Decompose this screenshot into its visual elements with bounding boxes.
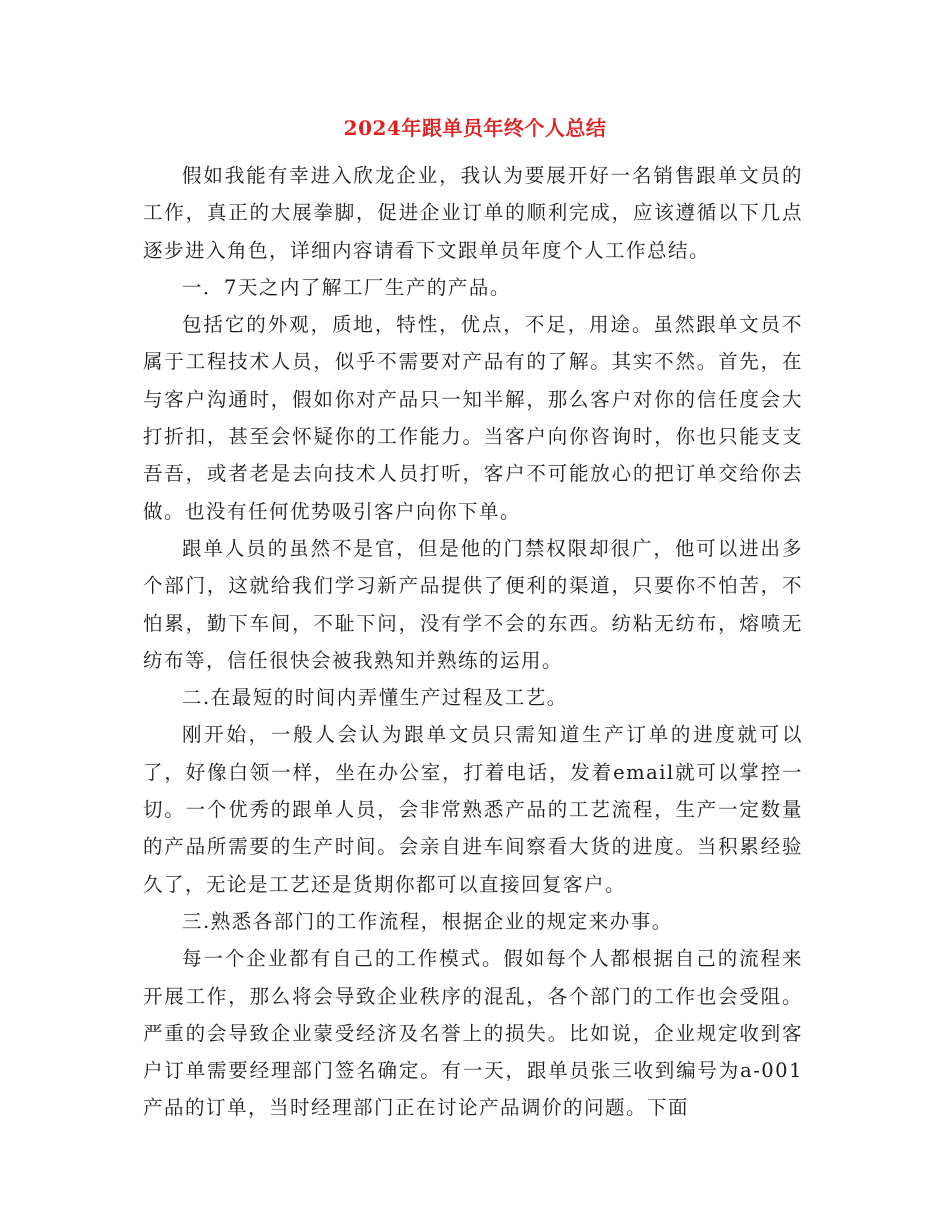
document-body — [143, 157, 803, 1127]
paragraph-heading-3: 三.熟悉各部门的工作流程，根据企业的规定来办事。 — [182, 909, 673, 933]
paragraph-intro: 假如我能有幸进入欣龙企业，我认为要展开好一名销售跟单文员的工作，真正的大展拳脚，促进企业订单的顺利完成，应该遵循以下几点逐步进入角色，详细内容请看下文跟单员年度个人工作总结。 — [143, 164, 803, 262]
paragraph-access-learning: 跟单人员的虽然不是官，但是他的门禁权限却很广，他可以进出多个部门，这就给我们学习新产品提供了便利的渠道，只要你不怕苦，不怕累，勤下车间，不耻下问，没有学不会的东西。纺粘无纺布，熔喷无纺布等，信任很快会被我熟知并熟练的运用。 — [143, 536, 803, 672]
paragraph-heading-1: 一．7天之内了解工厂生产的产品。 — [182, 275, 511, 299]
paragraph-heading-2: 二.在最短的时间内弄懂生产过程及工艺。 — [182, 686, 568, 710]
paragraph-process: 刚开始，一般人会认为跟单文员只需知道生产订单的进度就可以了，好像白领一样，坐在办公室，打着电话，发着email就可以掌控一切。一个优秀的跟单人员，会非常熟悉产品的工艺流程，生产一定数量的产品所需要的生产时间。会亲自进车间察看大货的进度。当积累经验久了，无论是工艺还是货期你都可以直接回复客户。 — [143, 723, 803, 896]
paragraph-workflow: 每一个企业都有自己的工作模式。假如每个人都根据自己的流程来开展工作，那么将会导致企业秩序的混乱，各个部门的工作也会受阻。严重的会导致企业蒙受经济及名誉上的损失。比如说，企业规定收到客户订单需要经理部门签名确定。有一天，跟单员张三收到编号为a-001产品的订单，当时经理部门正在讨论产品调价的问题。下面 — [143, 947, 803, 1120]
document-title: 2024年跟单员年终个人总结 — [343, 116, 607, 140]
paragraph-product-knowledge: 包括它的外观，质地，特性，优点，不足，用途。虽然跟单文员不属于工程技术人员，似乎不需要对产品有的了解。其实不然。首先，在与客户沟通时，假如你对产品只一知半解，那么客户对你的信任度会大打折扣，甚至会怀疑你的工作能力。当客户向你咨询时，你也只能支支吾吾，或者老是去向技术人员打听，客户不可能放心的把订单交给你去做。也没有任何优势吸引客户向你下单。 — [143, 313, 803, 523]
